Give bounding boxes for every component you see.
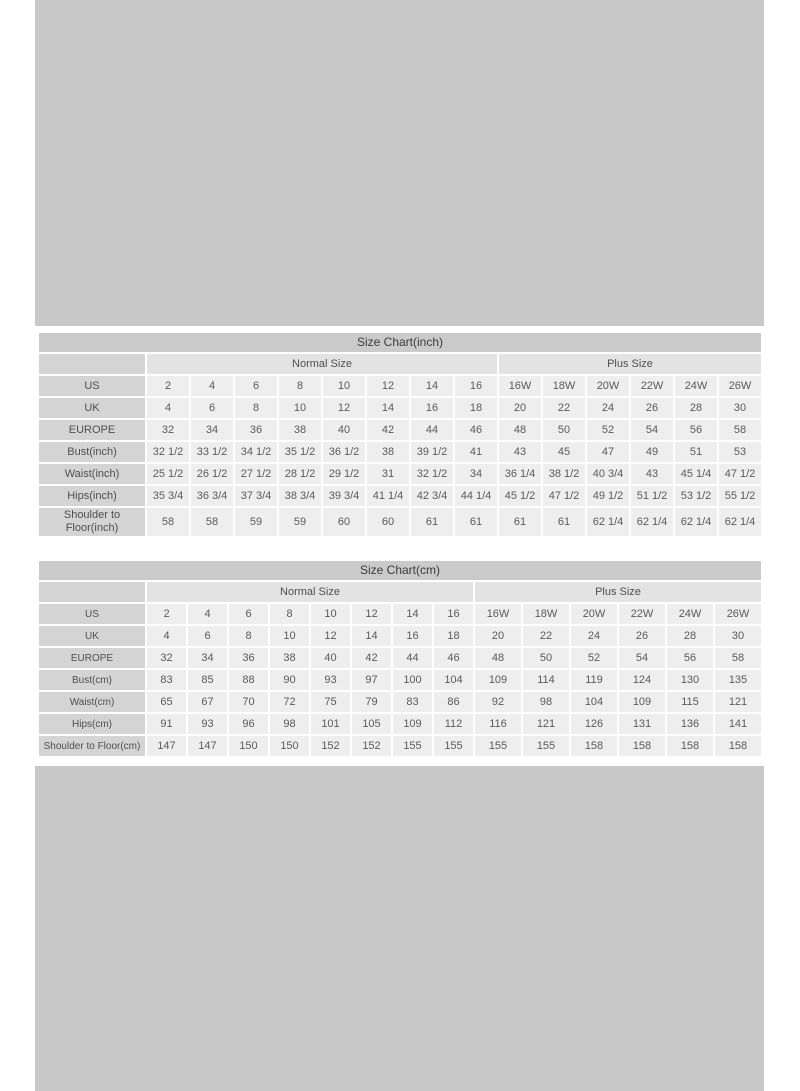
- size-value-cell: 150: [229, 736, 268, 756]
- size-value-cell: 40 3/4: [587, 464, 629, 484]
- size-value-cell: 58: [147, 508, 189, 536]
- size-value-cell: 16: [455, 376, 497, 396]
- size-chart-inch-table: [37, 331, 763, 538]
- row-label: Bust(inch): [39, 442, 145, 462]
- size-value-cell: 12: [367, 376, 409, 396]
- size-value-cell: 62 1/4: [587, 508, 629, 536]
- table-row: [39, 670, 761, 690]
- size-value-cell: 20: [499, 398, 541, 418]
- size-value-cell: 51 1/2: [631, 486, 673, 506]
- size-value-cell: 58: [191, 508, 233, 536]
- table-row: [39, 442, 761, 462]
- size-value-cell: 115: [667, 692, 713, 712]
- size-value-cell: 14: [393, 604, 432, 624]
- size-value-cell: 36 1/2: [323, 442, 365, 462]
- size-value-cell: 119: [571, 670, 617, 690]
- size-value-cell: 41 1/4: [367, 486, 409, 506]
- size-value-cell: 26W: [715, 604, 761, 624]
- size-value-cell: 10: [323, 376, 365, 396]
- table-row: [39, 714, 761, 734]
- size-value-cell: 16W: [499, 376, 541, 396]
- size-value-cell: 83: [393, 692, 432, 712]
- size-value-cell: 22W: [619, 604, 665, 624]
- size-value-cell: 93: [311, 670, 350, 690]
- size-value-cell: 16: [411, 398, 453, 418]
- size-value-cell: 61: [455, 508, 497, 536]
- size-value-cell: 34 1/2: [235, 442, 277, 462]
- size-value-cell: 62 1/4: [631, 508, 673, 536]
- size-value-cell: 121: [715, 692, 761, 712]
- corner-cell: [39, 582, 145, 602]
- size-value-cell: 59: [279, 508, 321, 536]
- size-value-cell: 38: [367, 442, 409, 462]
- size-value-cell: 42: [367, 420, 409, 440]
- size-value-cell: 38: [279, 420, 321, 440]
- size-value-cell: 90: [270, 670, 309, 690]
- size-value-cell: 158: [571, 736, 617, 756]
- size-value-cell: 30: [715, 626, 761, 646]
- row-label: Shoulder to Floor(inch): [39, 508, 145, 536]
- size-value-cell: 58: [719, 420, 761, 440]
- size-value-cell: 10: [311, 604, 350, 624]
- size-value-cell: 58: [715, 648, 761, 668]
- size-value-cell: 131: [619, 714, 665, 734]
- row-label: Bust(cm): [39, 670, 145, 690]
- size-value-cell: 35 3/4: [147, 486, 189, 506]
- size-value-cell: 33 1/2: [191, 442, 233, 462]
- size-value-cell: 35 1/2: [279, 442, 321, 462]
- row-label: Hips(cm): [39, 714, 145, 734]
- table-row: [39, 736, 761, 756]
- size-value-cell: 104: [434, 670, 473, 690]
- size-value-cell: 47: [587, 442, 629, 462]
- size-value-cell: 79: [352, 692, 391, 712]
- size-chart-cm-table: [37, 559, 763, 758]
- size-value-cell: 6: [188, 626, 227, 646]
- size-value-cell: 96: [229, 714, 268, 734]
- size-value-cell: 158: [667, 736, 713, 756]
- row-label: EUROPE: [39, 648, 145, 668]
- size-value-cell: 16W: [475, 604, 521, 624]
- size-value-cell: 44: [411, 420, 453, 440]
- size-value-cell: 34: [191, 420, 233, 440]
- product-image-placeholder-bottom: [35, 766, 764, 1091]
- size-value-cell: 100: [393, 670, 432, 690]
- table-row: [39, 464, 761, 484]
- size-value-cell: 44 1/4: [455, 486, 497, 506]
- size-value-cell: 48: [499, 420, 541, 440]
- size-value-cell: 86: [434, 692, 473, 712]
- table-row: [39, 486, 761, 506]
- size-value-cell: 22W: [631, 376, 673, 396]
- size-value-cell: 59: [235, 508, 277, 536]
- size-value-cell: 37 3/4: [235, 486, 277, 506]
- size-value-cell: 14: [411, 376, 453, 396]
- size-value-cell: 61: [543, 508, 585, 536]
- size-value-cell: 20W: [571, 604, 617, 624]
- size-value-cell: 31: [367, 464, 409, 484]
- size-value-cell: 147: [188, 736, 227, 756]
- size-value-cell: 20: [475, 626, 521, 646]
- size-value-cell: 32 1/2: [411, 464, 453, 484]
- size-value-cell: 155: [434, 736, 473, 756]
- size-value-cell: 8: [235, 398, 277, 418]
- size-value-cell: 72: [270, 692, 309, 712]
- size-value-cell: 155: [393, 736, 432, 756]
- size-value-cell: 26 1/2: [191, 464, 233, 484]
- column-group-header: Normal Size: [147, 582, 473, 602]
- size-value-cell: 114: [523, 670, 569, 690]
- size-value-cell: 12: [352, 604, 391, 624]
- size-value-cell: 36: [235, 420, 277, 440]
- size-value-cell: 2: [147, 604, 186, 624]
- size-value-cell: 44: [393, 648, 432, 668]
- size-value-cell: 32: [147, 420, 189, 440]
- size-value-cell: 152: [311, 736, 350, 756]
- size-value-cell: 12: [311, 626, 350, 646]
- size-value-cell: 47 1/2: [543, 486, 585, 506]
- size-value-cell: 141: [715, 714, 761, 734]
- size-value-cell: 22: [523, 626, 569, 646]
- size-value-cell: 38 1/2: [543, 464, 585, 484]
- size-value-cell: 10: [270, 626, 309, 646]
- size-value-cell: 158: [619, 736, 665, 756]
- size-value-cell: 62 1/4: [675, 508, 717, 536]
- size-value-cell: 24W: [675, 376, 717, 396]
- column-group-header: Normal Size: [147, 354, 497, 374]
- table-row: [39, 648, 761, 668]
- size-value-cell: 36 1/4: [499, 464, 541, 484]
- size-value-cell: 34: [188, 648, 227, 668]
- table-row: [39, 420, 761, 440]
- size-value-cell: 51: [675, 442, 717, 462]
- size-value-cell: 8: [270, 604, 309, 624]
- table-title: Size Chart(cm): [39, 561, 761, 580]
- product-image-placeholder-top: [35, 0, 764, 326]
- size-value-cell: 53 1/2: [675, 486, 717, 506]
- size-value-cell: 136: [667, 714, 713, 734]
- corner-cell: [39, 354, 145, 374]
- size-value-cell: 40: [323, 420, 365, 440]
- size-value-cell: 52: [571, 648, 617, 668]
- table-title: Size Chart(inch): [39, 333, 761, 352]
- size-value-cell: 130: [667, 670, 713, 690]
- size-value-cell: 36 3/4: [191, 486, 233, 506]
- size-value-cell: 30: [719, 398, 761, 418]
- table-row: [39, 398, 761, 418]
- size-value-cell: 28: [667, 626, 713, 646]
- size-value-cell: 48: [475, 648, 521, 668]
- size-value-cell: 54: [631, 420, 673, 440]
- size-value-cell: 2: [147, 376, 189, 396]
- size-value-cell: 41: [455, 442, 497, 462]
- size-value-cell: 155: [475, 736, 521, 756]
- size-value-cell: 101: [311, 714, 350, 734]
- size-value-cell: 42 3/4: [411, 486, 453, 506]
- size-value-cell: 10: [279, 398, 321, 418]
- size-value-cell: 50: [523, 648, 569, 668]
- size-value-cell: 46: [455, 420, 497, 440]
- size-value-cell: 32 1/2: [147, 442, 189, 462]
- size-value-cell: 112: [434, 714, 473, 734]
- size-value-cell: 56: [667, 648, 713, 668]
- size-value-cell: 109: [619, 692, 665, 712]
- size-value-cell: 24W: [667, 604, 713, 624]
- size-value-cell: 6: [229, 604, 268, 624]
- size-value-cell: 85: [188, 670, 227, 690]
- size-value-cell: 42: [352, 648, 391, 668]
- size-value-cell: 16: [393, 626, 432, 646]
- size-value-cell: 22: [543, 398, 585, 418]
- size-value-cell: 105: [352, 714, 391, 734]
- size-value-cell: 43: [631, 464, 673, 484]
- size-value-cell: 55 1/2: [719, 486, 761, 506]
- size-value-cell: 45: [543, 442, 585, 462]
- size-value-cell: 18W: [523, 604, 569, 624]
- size-value-cell: 26: [631, 398, 673, 418]
- size-value-cell: 38: [270, 648, 309, 668]
- size-value-cell: 12: [323, 398, 365, 418]
- size-value-cell: 47 1/2: [719, 464, 761, 484]
- size-value-cell: 16: [434, 604, 473, 624]
- size-value-cell: 14: [352, 626, 391, 646]
- size-value-cell: 158: [715, 736, 761, 756]
- row-label: UK: [39, 398, 145, 418]
- size-value-cell: 65: [147, 692, 186, 712]
- size-value-cell: 109: [475, 670, 521, 690]
- table-row: [39, 604, 761, 624]
- size-value-cell: 116: [475, 714, 521, 734]
- row-label: Shoulder to Floor(cm): [39, 736, 145, 756]
- size-value-cell: 60: [323, 508, 365, 536]
- row-label: US: [39, 604, 145, 624]
- size-value-cell: 88: [229, 670, 268, 690]
- column-group-header: Plus Size: [475, 582, 761, 602]
- size-value-cell: 61: [499, 508, 541, 536]
- size-value-cell: 4: [147, 398, 189, 418]
- size-value-cell: 45 1/2: [499, 486, 541, 506]
- size-value-cell: 24: [571, 626, 617, 646]
- size-value-cell: 6: [191, 398, 233, 418]
- size-value-cell: 4: [191, 376, 233, 396]
- size-value-cell: 67: [188, 692, 227, 712]
- row-label: Waist(inch): [39, 464, 145, 484]
- table-row: [39, 626, 761, 646]
- size-value-cell: 39 1/2: [411, 442, 453, 462]
- size-value-cell: 45 1/4: [675, 464, 717, 484]
- size-value-cell: 39 3/4: [323, 486, 365, 506]
- size-value-cell: 124: [619, 670, 665, 690]
- size-value-cell: 6: [235, 376, 277, 396]
- size-value-cell: 121: [523, 714, 569, 734]
- size-value-cell: 155: [523, 736, 569, 756]
- size-value-cell: 56: [675, 420, 717, 440]
- size-value-cell: 8: [279, 376, 321, 396]
- size-value-cell: 32: [147, 648, 186, 668]
- size-value-cell: 18: [434, 626, 473, 646]
- size-value-cell: 62 1/4: [719, 508, 761, 536]
- size-value-cell: 26W: [719, 376, 761, 396]
- size-value-cell: 61: [411, 508, 453, 536]
- size-value-cell: 60: [367, 508, 409, 536]
- size-value-cell: 75: [311, 692, 350, 712]
- size-value-cell: 46: [434, 648, 473, 668]
- size-value-cell: 25 1/2: [147, 464, 189, 484]
- size-value-cell: 24: [587, 398, 629, 418]
- size-value-cell: 29 1/2: [323, 464, 365, 484]
- size-value-cell: 28 1/2: [279, 464, 321, 484]
- size-value-cell: 49 1/2: [587, 486, 629, 506]
- size-value-cell: 27 1/2: [235, 464, 277, 484]
- size-value-cell: 4: [188, 604, 227, 624]
- row-label: US: [39, 376, 145, 396]
- size-value-cell: 18W: [543, 376, 585, 396]
- size-value-cell: 83: [147, 670, 186, 690]
- size-value-cell: 109: [393, 714, 432, 734]
- table-row: [39, 692, 761, 712]
- table-row: [39, 376, 761, 396]
- size-value-cell: 92: [475, 692, 521, 712]
- size-value-cell: 50: [543, 420, 585, 440]
- column-group-header: Plus Size: [499, 354, 761, 374]
- table-row: [39, 508, 761, 536]
- size-value-cell: 150: [270, 736, 309, 756]
- size-value-cell: 53: [719, 442, 761, 462]
- size-value-cell: 49: [631, 442, 673, 462]
- size-value-cell: 28: [675, 398, 717, 418]
- row-label: EUROPE: [39, 420, 145, 440]
- size-value-cell: 26: [619, 626, 665, 646]
- size-value-cell: 98: [523, 692, 569, 712]
- size-value-cell: 135: [715, 670, 761, 690]
- size-value-cell: 8: [229, 626, 268, 646]
- size-value-cell: 98: [270, 714, 309, 734]
- size-value-cell: 126: [571, 714, 617, 734]
- size-value-cell: 38 3/4: [279, 486, 321, 506]
- size-value-cell: 14: [367, 398, 409, 418]
- size-value-cell: 70: [229, 692, 268, 712]
- size-value-cell: 147: [147, 736, 186, 756]
- row-label: Hips(inch): [39, 486, 145, 506]
- row-label: Waist(cm): [39, 692, 145, 712]
- size-value-cell: 97: [352, 670, 391, 690]
- size-value-cell: 52: [587, 420, 629, 440]
- size-value-cell: 36: [229, 648, 268, 668]
- size-value-cell: 43: [499, 442, 541, 462]
- size-value-cell: 93: [188, 714, 227, 734]
- size-value-cell: 4: [147, 626, 186, 646]
- size-value-cell: 104: [571, 692, 617, 712]
- size-value-cell: 54: [619, 648, 665, 668]
- row-label: UK: [39, 626, 145, 646]
- size-value-cell: 34: [455, 464, 497, 484]
- size-value-cell: 152: [352, 736, 391, 756]
- size-value-cell: 20W: [587, 376, 629, 396]
- size-value-cell: 91: [147, 714, 186, 734]
- size-value-cell: 40: [311, 648, 350, 668]
- size-value-cell: 18: [455, 398, 497, 418]
